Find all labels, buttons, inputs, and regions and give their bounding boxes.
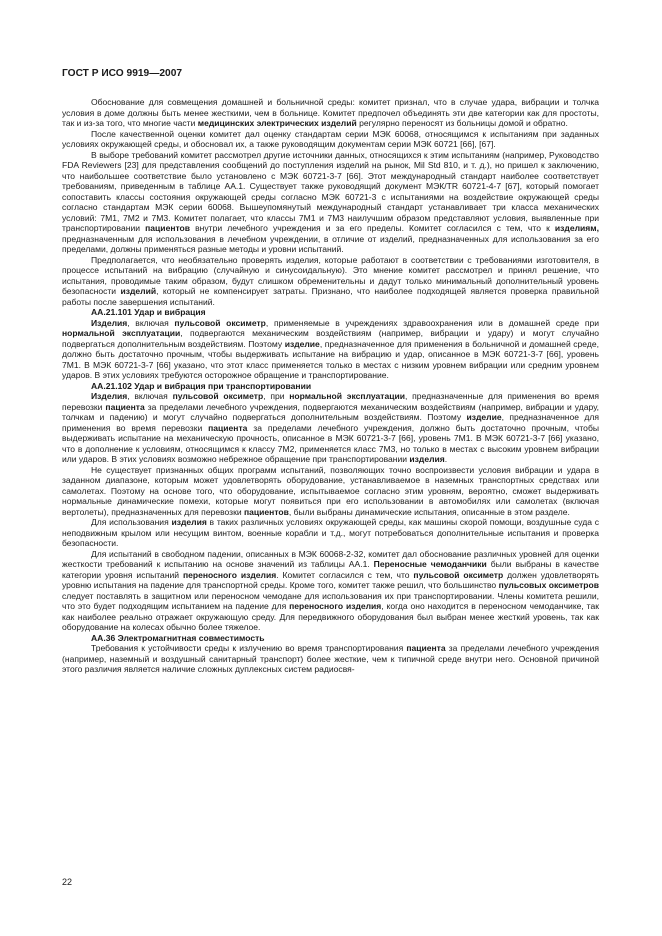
text-run: должен удовлетворять уровню испытания на падение для транспортной среды. Кроме того, комитет также решил, что большинство [62,569,599,590]
bold-term: пульсовой оксиметр [172,391,264,401]
paragraph [62,318,599,381]
text-run: были выбраны в качестве категории уровня испытаний [62,559,600,580]
text-run: АА.21.102 Удар и вибрация при транспортировании [91,380,312,391]
text-run: . Комитет согласился с тем, что [276,569,414,580]
text-run: , подвергаются механическим воздействиям (например, вибрации и удару) и могут случайно подвергаться дополнительным воздействиям. Поэтому [62,328,599,349]
text-run: за пределами лечебного учреждения (например, наземный и воздушный санитарный транспорт) более жесткие, чем к типичной среде внутри него. Основной причиной этого различия является наличие сложных дуплексных систем радиосвя- [62,643,599,674]
bold-term: Переносные чемоданчики [373,559,487,569]
document-header: ГОСТ Р ИСО 9919—2007 [62,68,183,79]
text-run: АА.36 Электромагнитная совместимость [91,632,265,643]
paragraph [62,517,599,549]
bold-term: Изделия [91,317,128,328]
bold-term: изделие [284,338,320,349]
section-heading [62,633,599,644]
bold-term: пациента [406,643,446,653]
text-run: , при [263,391,290,401]
paragraph [62,129,599,150]
text-run: Требования к устойчивости среды к излучению во время транспортирования [91,643,407,653]
text-run: , включая [127,391,173,401]
text-run: Предполагается, что необязательно проверять изделия, которые работают в соответствии с требованиями изготовителя, в процессе испытаний на вибрацию (случайную и синусоидальную). Это мнение комитет рассмотрел и принял решение, что испытания, проводимые таким образом, будут слишком обременительны и дадут только минимальный дополнительный уровень безопасности [62,254,599,296]
bold-term: пульсовых оксиметров [498,580,599,590]
paragraph [62,549,599,633]
text-run: Для использования [91,517,172,527]
text-run: Для испытаний в свободном падении, описанных в МЭК 60068-2-32, комитет дал обоснование различных уровней для оценки жесткости требований к испытанию на основе значений из таблицы АА.1. [62,548,599,569]
bold-term: пациента [105,401,145,412]
bold-term: изделий [120,286,157,296]
text-run: После качественной оценки комитет дал оценку стандартам серии МЭК 60068, относящимся к испытаниям при заданных условиях окружающей среды, и обосновал их, а также руководящим документам серии МЭК 60721 [66], [67]. [62,128,599,149]
text-run: , включая [127,317,175,328]
bold-term: переносного изделия [182,569,277,580]
document-body [62,97,599,675]
bold-term: медицинских электрических изделий [197,118,357,128]
text-run: , предназначенное для применения в больничной и домашней среде, должно быть достаточно прочным, чтобы выдерживать испытание на вибрацию и удар, описанное в МЭК 60721-3-7 [66], уровень 7М1. В МЭК 60721-3-7 [66] указано, что этот класс применяется только в местах с низким уровнем вибрации или средним уровнем ударов. В этих условиях требуются осторожное обращение и транспортирование. [62,338,599,380]
text-run: Не существует признанных общих программ испытаний, позволяющих точно воспроизвести условия вибрации и удара в заданном диапазоне, которым может удовлетворять оборудование, устанавливаемое в наземных транспортных средствах или самолетах. Поэтому на основе того, что оборудование, испытываемое согласно этим уровням, вероятно, сможет выдерживать нормальные динамические помехи, которые могут появиться при его использовании в автомобилях или самолетах (включая вертолеты), предназначенных для перевозки [62,464,599,517]
bold-term: нормальной эксплуатации [289,391,406,401]
paragraph [62,255,599,308]
text-run: , предназначенное для применения во время перевозки [62,412,599,433]
text-run: за пределами лечебного учреждения, подвергаются механическим воздействиям (например, вибрации и удару, толчкам и падению) и могут случайно подвергаться дополнительным воздействиям. Поэтому [62,401,599,422]
bold-term: изделие [466,412,502,422]
text-run: в таких различных условиях окружающей среды, как машины скорой помощи, воздушные суда с неподвижным крылом или несущим винтом, военные корабли и т.д., могут потребоваться дополнительные испытания и проверка безопасности. [62,517,599,548]
bold-term: переносного изделия [289,601,382,611]
bold-term: нормальной эксплуатации [62,328,181,338]
bold-term: пациента [208,422,248,433]
section-heading [62,307,599,318]
text-run: , когда оно находится в переносном чемоданчике, так как наиболее реально отражает окружающую среду. Для передвижного оборудования был выбран менее жесткий уровень, так как оборудование на колесах обычно более тяжелое. [62,601,599,632]
paragraph [62,97,599,129]
paragraph [62,465,599,518]
paragraph [62,643,599,675]
bold-term: Изделия [91,391,128,401]
text-run: , применяемые в учреждениях здравоохранения или в домашней среде при [265,317,599,328]
bold-term: изделиям, [554,223,599,233]
text-run: АА.21.101 Удар и вибрация [91,307,206,317]
paragraph [62,391,599,465]
page-number: 22 [62,877,73,887]
text-run: Обоснование для совмещения домашней и больничной среды: комитет признал, что в случае удара, вибрации и толчка условия в доме должны быть менее жесткими, чем в больнице. Комитет предпочел объединять эти две категории как для простоты, так и из-за того, что многие части [62,97,599,128]
bold-term: пациентов [243,506,289,517]
text-run: внутри лечебного учреждения и за его пределы. Комитет согласился с тем, что к [190,223,555,233]
bold-term: изделия [409,454,445,464]
text-run: следует поставлять в защитном или переносном чемодане для использования их при транспортировании. Члены комитета решили, что это будет подходящим испытанием на падение для [62,590,599,611]
text-run: предназначенным для использования в лечебном учреждении, в отличие от изделий, предназначенных для использования за его пределами, должны применяться разные методы и уровни испытаний. [62,233,599,254]
bold-term: пульсовой оксиметр [174,317,266,328]
bold-term: пациентов [145,223,191,233]
section-heading [62,381,599,392]
text-run: В выборе требований комитет рассмотрел другие источники данных, относящихся к этим испытаниям (например, Руководство FDA Reviewers [23] для представления сообщений до поступления изделий на рынок, Mil Std 810, и т. д.), но пришел к заключению, что наибольшее соответствие было установлено с МЭК 60721-3-7 [66]. Этот международный стандарт наиболее соответствует требованиям, приведенным в таблице АА.1. Существует также руководящий документ МЭК/TR 60721-4-7 [67], который помогает сопоставить классы состояния окружающей среды согласно МЭК 60721-3 с испытаниями на воздействие окружающей среды согласно стандартам МЭК серии 60068. Вышеупомянутый международный стандарт устанавливает три класса механических условий: 7М1, 7М2 и 7М3. Комитет полагает, что классы 7М1 и 7М3 наилучшим образом представляют условия, выявленные при транспортировании [62,149,599,233]
bold-term: пульсовой оксиметр [413,569,504,580]
bold-term: изделия [171,517,207,527]
text-run: , который не компенсирует затраты. Признано, что наиболее подходящей является проверка правильной работы после завершения испытаний. [62,286,599,307]
text-run: регулярно переносят из больницы домой и обратно. [356,118,568,128]
text-run: . [444,454,448,464]
paragraph [62,150,599,255]
text-run: , были выбраны динамические испытания, описанные в этом разделе. [288,506,570,517]
text-run: за пределами лечебного учреждения, должно быть достаточно прочным, чтобы выдерживать испытание на механическую прочность, описанное в МЭК 60721-3-7 [66], уровень 7М1. В МЭК 60721-3-7 [66] указано, что в дополнение к условиям, относящимся к классу 7М2, применяется класс 7М3, но только в местах с высоким уровнем вибрации или ударов. В этих условиях возможно небрежное обращение при транспортировании [62,422,599,464]
text-run: , предназначенные для применения во время перевозки [62,391,600,412]
